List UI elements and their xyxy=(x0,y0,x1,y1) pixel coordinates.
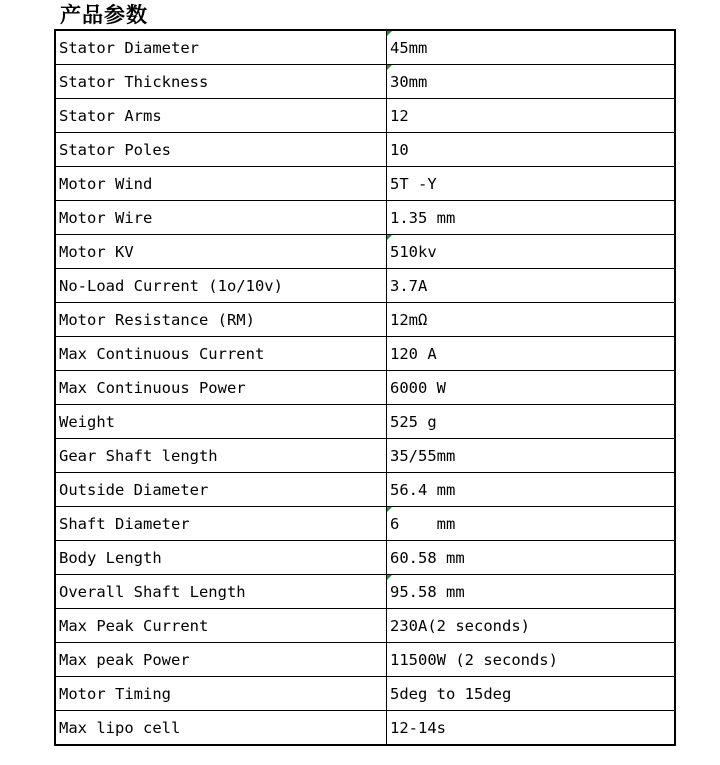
spec-value-cell: 510kv xyxy=(387,235,676,269)
spec-value-cell: 6000 W xyxy=(387,371,676,405)
table-row xyxy=(55,507,675,541)
spec-value-cell: 525 g xyxy=(387,405,676,439)
spec-value-cell: 3.7A xyxy=(387,269,676,303)
spec-value-cell: 12mΩ xyxy=(387,303,676,337)
spec-label-cell: Motor Resistance (RM) xyxy=(55,303,387,337)
table-row xyxy=(55,303,675,337)
spec-value-cell: 45mm xyxy=(387,30,676,65)
spec-value-cell: 95.58 mm xyxy=(387,575,676,609)
spec-label-cell: Outside Diameter xyxy=(55,473,387,507)
spec-label-cell: Max peak Power xyxy=(55,643,387,677)
spec-label-cell: Max lipo cell xyxy=(55,711,387,746)
table-row xyxy=(55,473,675,507)
spec-value-cell: 5T -Y xyxy=(387,167,676,201)
spec-value-cell: 120 A xyxy=(387,337,676,371)
table-row xyxy=(55,133,675,167)
table-row xyxy=(55,439,675,473)
spec-label-cell: Motor Wire xyxy=(55,201,387,235)
table-row xyxy=(55,201,675,235)
table-row xyxy=(55,235,675,269)
spec-label-cell: No-Load Current (1o/10v) xyxy=(55,269,387,303)
table-row xyxy=(55,643,675,677)
table-row xyxy=(55,677,675,711)
table-row xyxy=(55,609,675,643)
spec-label-cell: Weight xyxy=(55,405,387,439)
table-row xyxy=(55,405,675,439)
spec-value-cell: 30mm xyxy=(387,65,676,99)
spec-label-cell: Stator Poles xyxy=(55,133,387,167)
spec-value-cell: 6 mm xyxy=(387,507,676,541)
table-row xyxy=(55,269,675,303)
spec-label-cell: Stator Arms xyxy=(55,99,387,133)
spec-label-cell: Stator Diameter xyxy=(55,30,387,65)
page-title: 产品参数 xyxy=(60,3,148,27)
spec-value-cell: 5deg to 15deg xyxy=(387,677,676,711)
table-row xyxy=(55,541,675,575)
spec-label-cell: Max Continuous Current xyxy=(55,337,387,371)
spec-value-cell: 10 xyxy=(387,133,676,167)
spec-value-cell: 11500W (2 seconds) xyxy=(387,643,676,677)
spec-label-cell: Stator Thickness xyxy=(55,65,387,99)
spec-value-cell: 12-14s xyxy=(387,711,676,746)
table-row xyxy=(55,575,675,609)
table-row xyxy=(55,65,675,99)
table-row xyxy=(55,371,675,405)
table-row xyxy=(55,711,675,746)
spec-label-cell: Motor Wind xyxy=(55,167,387,201)
table-row xyxy=(55,337,675,371)
spec-label-cell: Shaft Diameter xyxy=(55,507,387,541)
spec-label-cell: Motor KV xyxy=(55,235,387,269)
spec-label-cell: Gear Shaft length xyxy=(55,439,387,473)
spec-label-cell: Motor Timing xyxy=(55,677,387,711)
spec-value-cell: 1.35 mm xyxy=(387,201,676,235)
spec-value-cell: 60.58 mm xyxy=(387,541,676,575)
spec-label-cell: Max Peak Current xyxy=(55,609,387,643)
table-row xyxy=(55,167,675,201)
spec-table xyxy=(54,29,676,746)
table-row xyxy=(55,30,675,65)
spec-label-cell: Max Continuous Power xyxy=(55,371,387,405)
spec-value-cell: 12 xyxy=(387,99,676,133)
table-row xyxy=(55,99,675,133)
spec-value-cell: 230A(2 seconds) xyxy=(387,609,676,643)
spec-value-cell: 56.4 mm xyxy=(387,473,676,507)
spec-table-body xyxy=(55,30,675,745)
spec-label-cell: Body Length xyxy=(55,541,387,575)
spec-value-cell: 35/55mm xyxy=(387,439,676,473)
spec-label-cell: Overall Shaft Length xyxy=(55,575,387,609)
